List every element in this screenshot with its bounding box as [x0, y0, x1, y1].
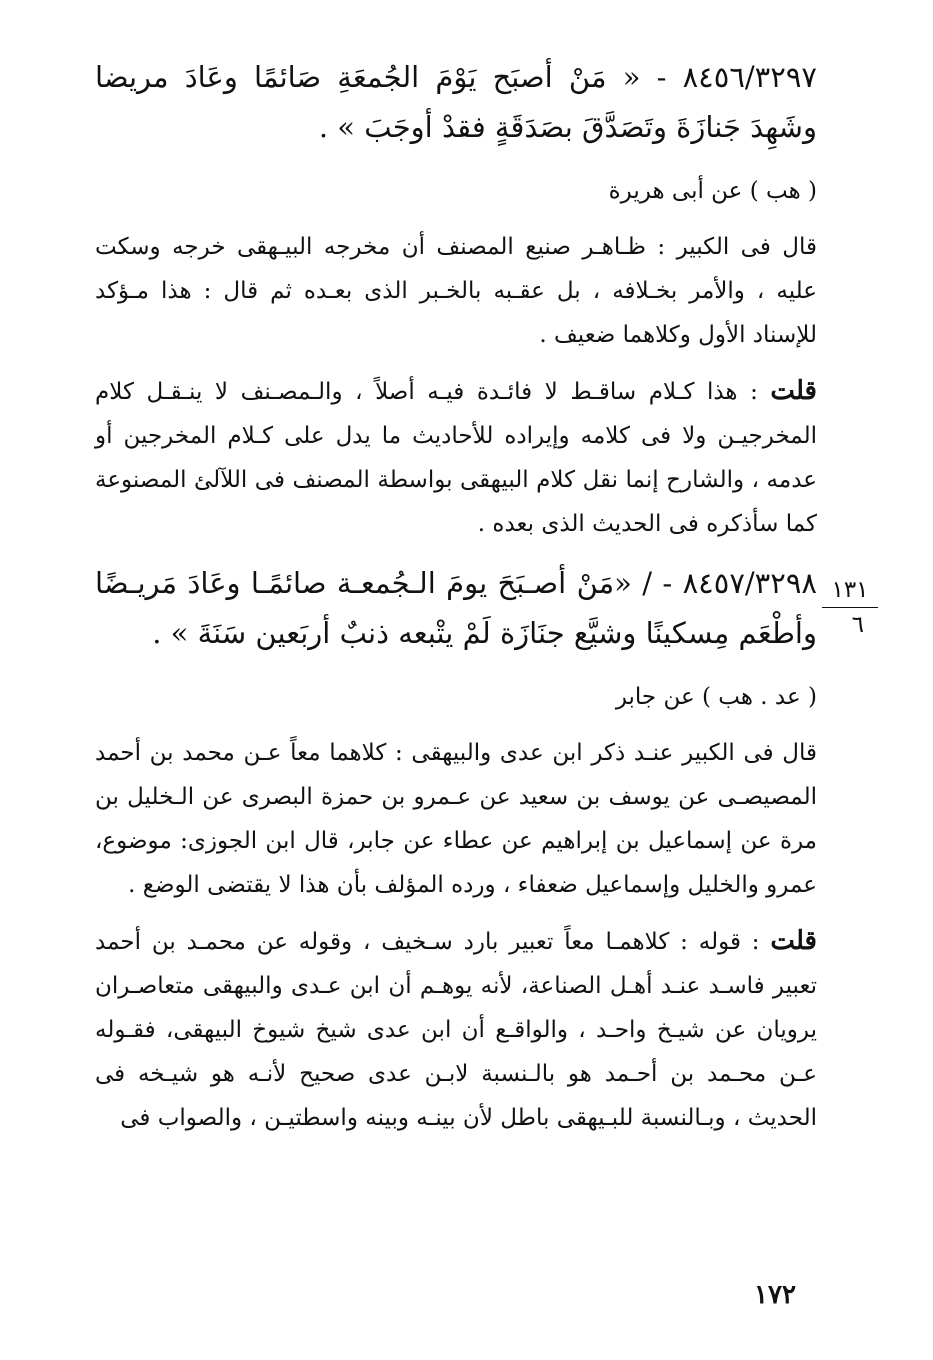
margin-reference: [822, 575, 878, 640]
qult-paragraph: [95, 919, 817, 1140]
qult-label: قلت: [770, 376, 817, 406]
margin-reference-rule: [822, 607, 878, 608]
hadith-source: ( هب ) عن أبى هريرة: [608, 178, 817, 204]
page-text: [95, 52, 817, 1152]
hadith-source: ( عد . هب ) عن جابر: [615, 684, 817, 710]
hadith-8456: ٨٤٥٦/٣٢٩٧ - « مَنْ أصبَح يَوْمَ الجُمعَةِ صَائمًا وعَادَ مريضا وشَهِدَ جَنازَةَ وتَصَدَّقَ بصَدَقَةٍ فقدْ أوجَبَ » .: [95, 60, 817, 144]
qult-text: : هذا كـلام ساقـط لا فائـدة فيـه أصلاً ، والـمصـنف لا ينـقـل كلام المخرجيـن ولا فى كلامه وإيراده للأحاديث ما يدل على كـلام المخرجين أو عدمه ، والشارح إنما نقل كلام البيهقى بواسطة المصنف فى اللآلئ المصنوعة كما سأذكره فى الحديث الذى بعده .: [95, 379, 817, 537]
page-number: ١٧٢: [754, 1280, 796, 1310]
hadith-8457: ٨٤٥٧/٣٢٩٨ - / «مَنْ أصـبَحَ يومَ الـجُمعـة صائمًـا وعَادَ مَريـضًا وأطْعَم مِسكينًا وشيَّع جنَازَة لَمْ يتْبعه ذنبٌ أربَعين سَنَةَ » .: [95, 566, 817, 650]
margin-reference-volume: ١٣١: [831, 577, 869, 603]
qult-paragraph: [95, 369, 817, 546]
commentary-paragraph: قال فى الكبير : ظـاهـر صنيع المصنف أن مخرجه البيـهقى خرجه وسكت عليه ، والأمر بخـلافه ، بل عقـبه بالخـبر الذى بعـده ثم قال : هذا مـؤكد للإسناد الأول وكلاهما ضعيف .: [95, 234, 817, 348]
qult-label: قلت: [770, 926, 817, 956]
commentary-paragraph: قال فى الكبير عنـد ذكر ابن عدى والبيهقى : كلاهما معاً عـن محمد بن أحمد المصيصـى عن يوسف بن سعيد عن عـمرو بن حمزة البصرى عن الـخليل بن مرة عن إسماعيل بن إبراهيم عن عطاء عن جابر، قال ابن الجوزى: موضوع، عمرو والخليل وإسماعيل ضعفاء ، ورده المؤلف بأن هذا لا يقتضى الوضع .: [95, 740, 817, 898]
qult-text: : قوله : كلاهمـا معاً تعبير بارد سـخيف ، وقوله عن محمـد بن أحمد تعبير فاسـد عنـد أهـل الصناعة، لأنه يوهـم أن ابن عـدى والبيهقى متعاصـران يرويان عن شيـخ واحـد ، والواقـع أن ابن عدى شيخ شيوخ البيهقى، فقـوله عـن محـمد بن أحـمد هو بالـنسبة لابـن عدى صحيح لأنـه هو شيـخه فى الحديث ، وبـالنسبة للبـيهقى باطل لأن بينـه وبينه واسطتيـن ، والصواب فى: [95, 929, 817, 1131]
margin-reference-page: ٦: [851, 612, 864, 638]
